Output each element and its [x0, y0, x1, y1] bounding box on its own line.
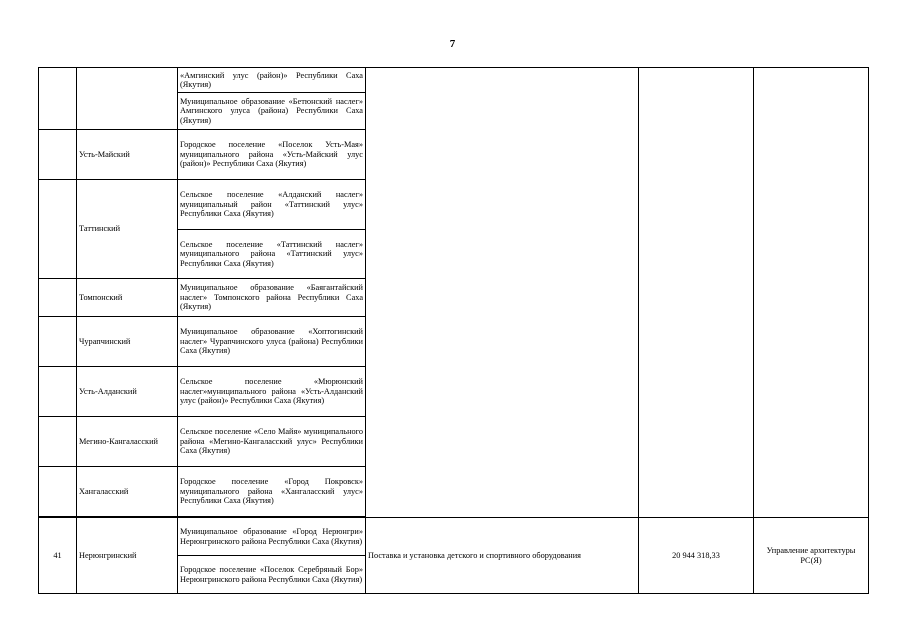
entity-cell: Муниципальное образование «Город Нерюнгри» Нерюнгринского района Республики Саха (Якутия): [178, 518, 366, 556]
table-row: [39, 68, 869, 93]
recipient-cell: Управление архитектуры РС(Я): [754, 518, 869, 594]
entity-cell: Муниципальное образование «Бетюнский наслег» Амгинского улуса (района) Республики Саха (Якутия): [178, 93, 366, 130]
district-cell: Томпонский: [77, 279, 178, 317]
entity-cell: Сельское поселение «Село Майя» муниципального района «Мегино-Кангаласский улус» Республики Саха (Якутия): [178, 417, 366, 467]
recipient-cell-empty: [754, 68, 869, 518]
entity-cell: «Амгинский улус (район)» Республики Саха (Якутия): [178, 68, 366, 93]
district-cell: Нерюнгринский: [77, 518, 178, 594]
page-number: 7: [449, 38, 456, 50]
funding-table: [38, 67, 869, 594]
entity-cell: Муниципальное образование «Баягантайский наслег» Томпонского района Республики Саха (Якутия): [178, 279, 366, 317]
row-number-cell: [39, 130, 77, 180]
amount-cell: 20 944 318,33: [639, 518, 754, 594]
entity-cell: Сельское поселение «Мюрюнский наслег»муниципального района «Усть-Алданский улус (район)» Республики Саха (Якутия): [178, 367, 366, 417]
row-number-cell: [39, 180, 77, 279]
amount-cell-empty: [639, 68, 754, 518]
row-number-cell: [39, 367, 77, 417]
row-number-cell: [39, 68, 77, 130]
district-cell: Таттинский: [77, 180, 178, 279]
district-cell: [77, 68, 178, 130]
entity-cell: Городское поселение «Поселок Усть-Мая» муниципального района «Усть-Майский улус (район)» Республики Саха (Якутия): [178, 130, 366, 180]
row-number-cell: 41: [39, 518, 77, 594]
district-cell: Усть-Алданский: [77, 367, 178, 417]
row-number-cell: [39, 279, 77, 317]
row-number-cell: [39, 417, 77, 467]
entity-cell: Сельское поселение «Алданский наслег» муниципальный район «Таттинский улус» Республики Саха (Якутия): [178, 180, 366, 230]
district-cell: Мегино-Кангаласский: [77, 417, 178, 467]
row-number-cell: [39, 317, 77, 367]
district-cell: Чурапчинский: [77, 317, 178, 367]
entity-cell: Городское поселение «Город Покровск» муниципального района «Хангаласский улус» Республики Саха (Якутия): [178, 467, 366, 517]
row-number-cell: [39, 467, 77, 517]
entity-cell: Городское поселение «Поселок Серебряный Бор» Нерюнгринского района Республики Саха (Якутия): [178, 556, 366, 594]
table-row: [39, 518, 869, 556]
purpose-cell: Поставка и установка детского и спортивного оборудования: [366, 518, 639, 594]
district-cell: Хангаласский: [77, 467, 178, 517]
entity-cell: Муниципальное образование «Хоптогинский наслег» Чурапчинского улуса (района) Республики Саха (Якутия): [178, 317, 366, 367]
purpose-cell-empty: [366, 68, 639, 518]
district-cell: Усть-Майский: [77, 130, 178, 180]
entity-cell: Сельское поселение «Таттинский наслег» муниципального района «Таттинский улус» Республики Саха (Якутия): [178, 230, 366, 279]
